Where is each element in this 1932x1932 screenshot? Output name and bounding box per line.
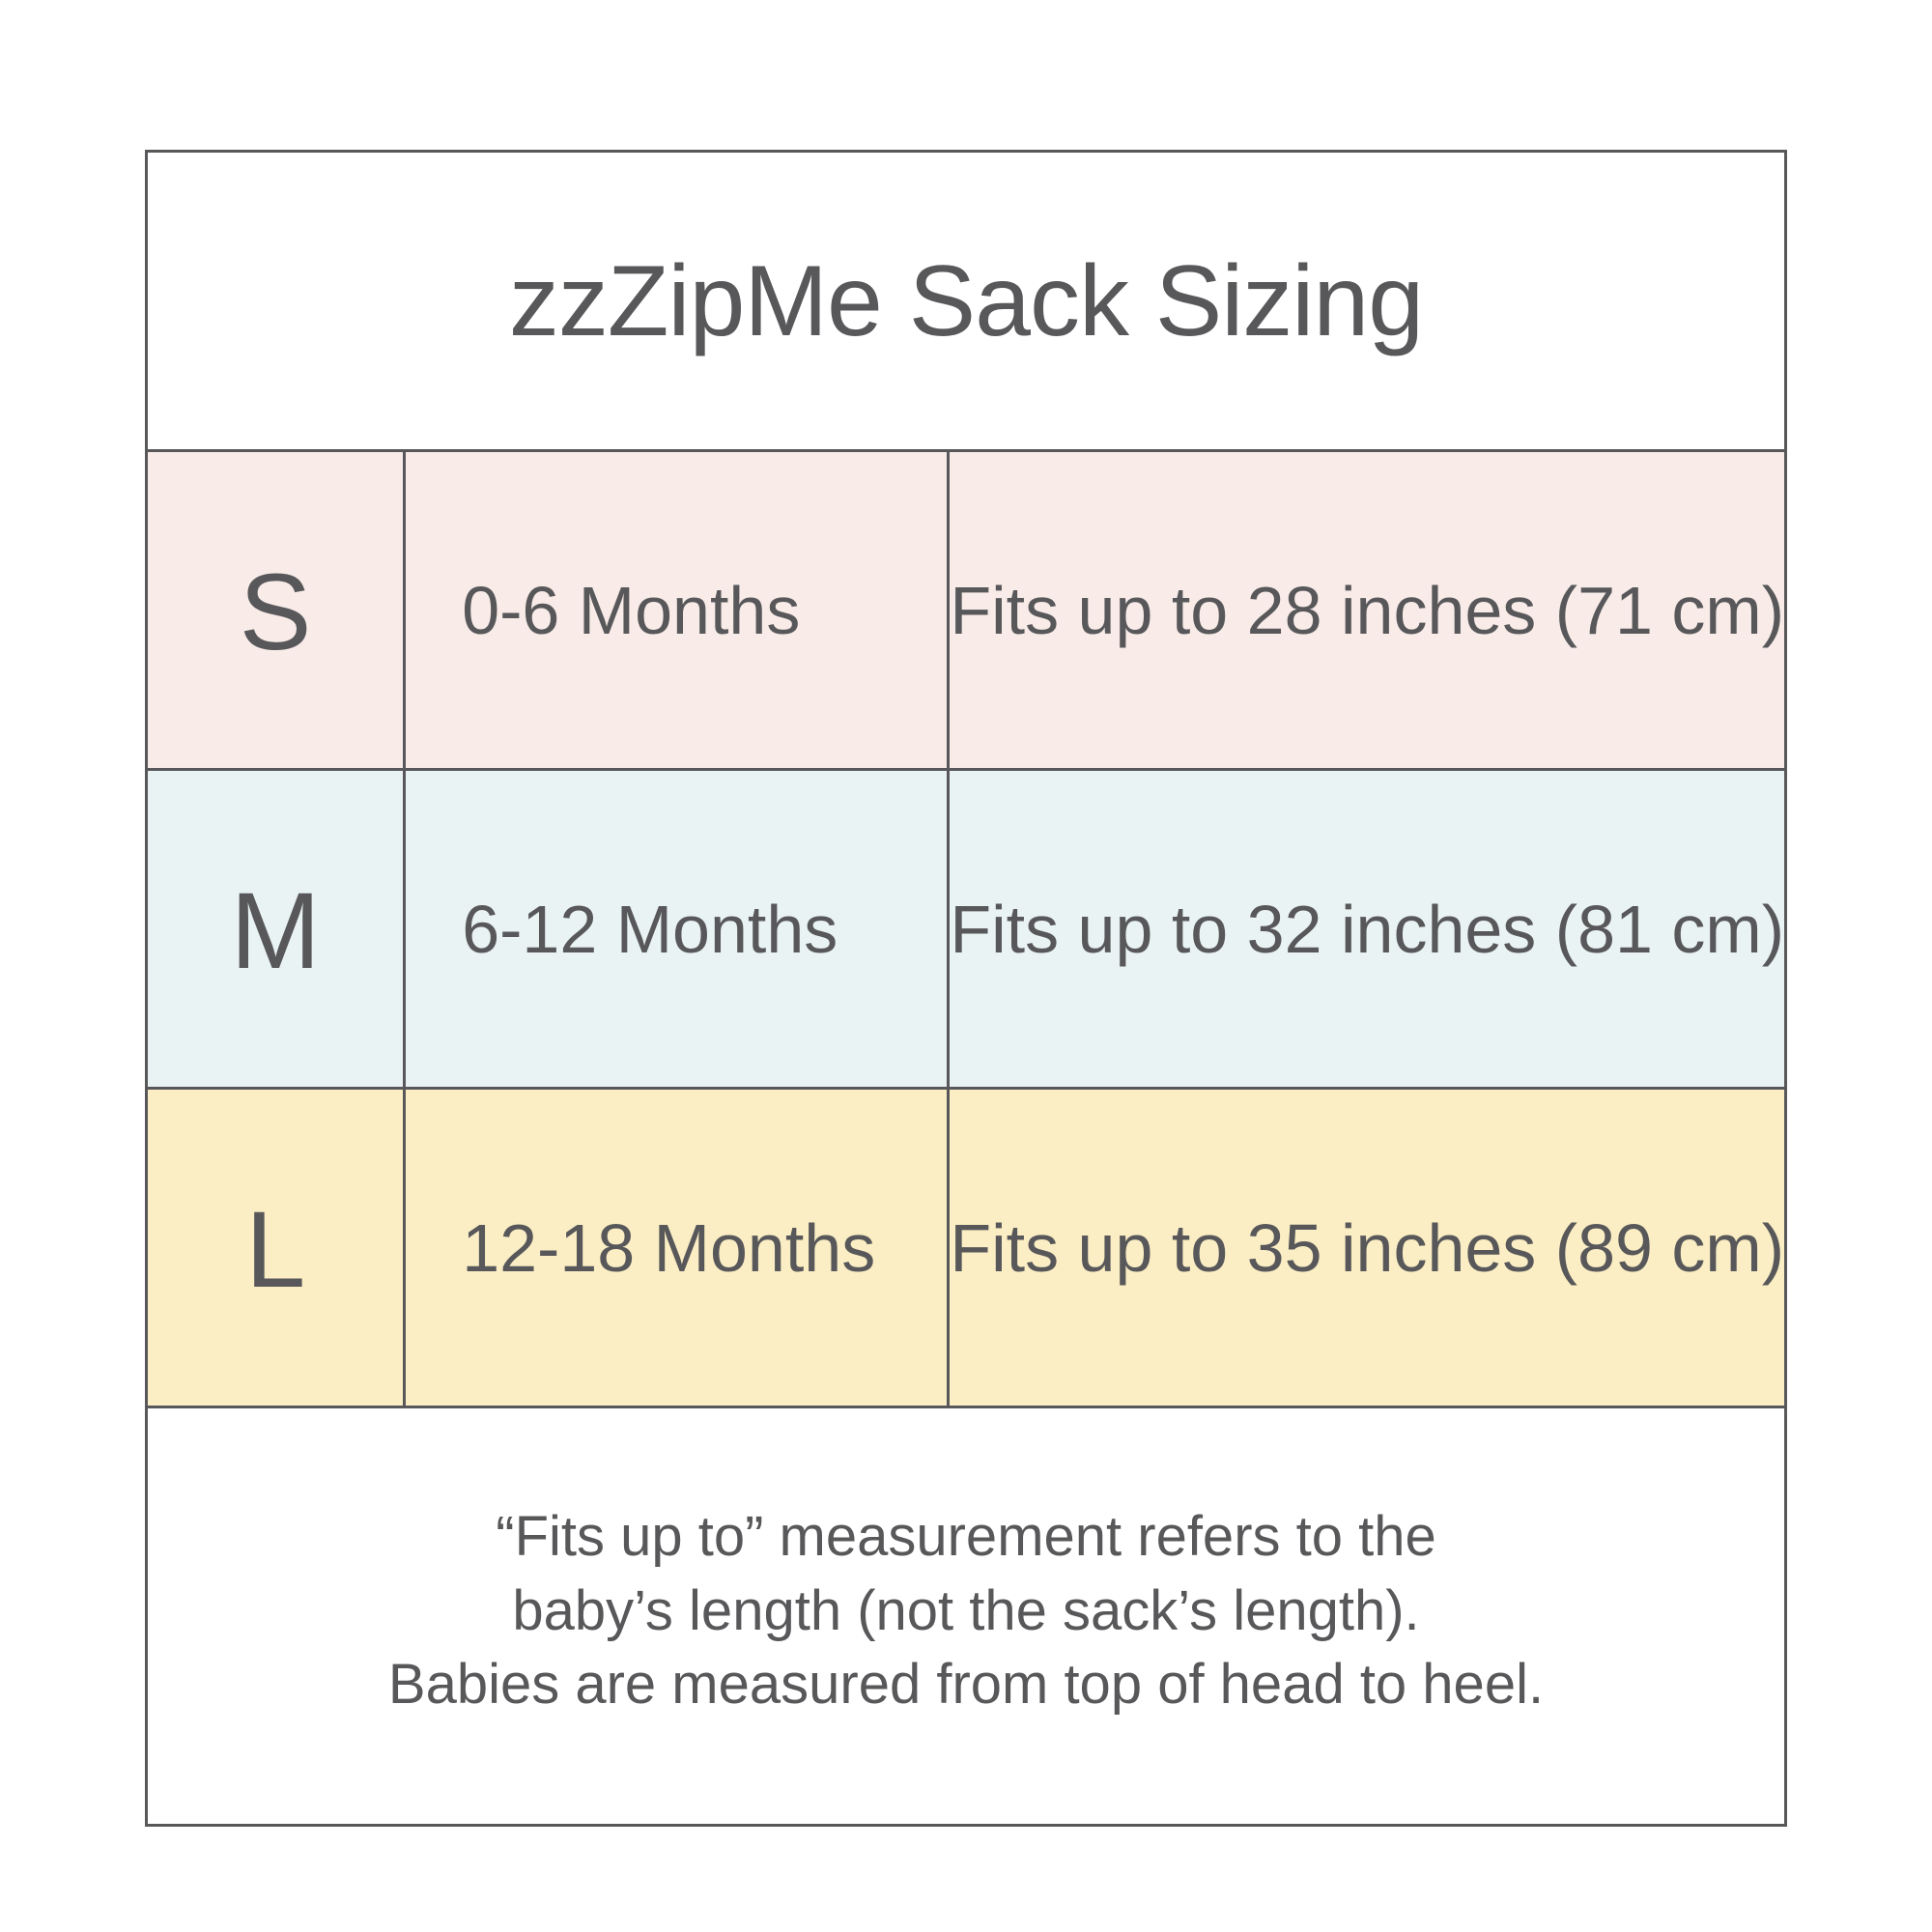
age-label: 0-6 Months	[462, 572, 801, 648]
footnote	[388, 1500, 1544, 1722]
footnote-line-1: “Fits up to” measurement refers to the	[496, 1505, 1436, 1569]
fits-cell	[950, 452, 1784, 768]
age-cell	[406, 771, 950, 1087]
size-cell	[148, 452, 406, 768]
footnote-row	[148, 1408, 1784, 1824]
size-cell	[148, 771, 406, 1087]
size-label: S	[239, 551, 312, 672]
age-cell	[406, 1090, 950, 1406]
fits-label: Fits up to 28 inches (71 cm)	[950, 572, 1784, 648]
sizing-chart	[145, 150, 1787, 1827]
fits-label: Fits up to 35 inches (89 cm)	[950, 1209, 1784, 1286]
table-row	[148, 771, 1784, 1090]
footnote-line-2: baby’s length (not the sack’s length).	[512, 1578, 1420, 1642]
fits-cell	[950, 1090, 1784, 1406]
chart-title-row	[148, 153, 1784, 452]
fits-label: Fits up to 32 inches (81 cm)	[950, 891, 1784, 967]
table-row	[148, 452, 1784, 771]
size-label: L	[244, 1188, 306, 1310]
age-label: 6-12 Months	[462, 891, 838, 967]
size-label: M	[230, 869, 321, 991]
age-cell	[406, 452, 950, 768]
fits-cell	[950, 771, 1784, 1087]
footnote-line-3: Babies are measured from top of head to heel.	[387, 1653, 1545, 1717]
table-row	[148, 1090, 1784, 1408]
size-cell	[148, 1090, 406, 1406]
age-label: 12-18 Months	[462, 1209, 876, 1286]
page-title: zzZipMe Sack Sizing	[508, 244, 1424, 357]
